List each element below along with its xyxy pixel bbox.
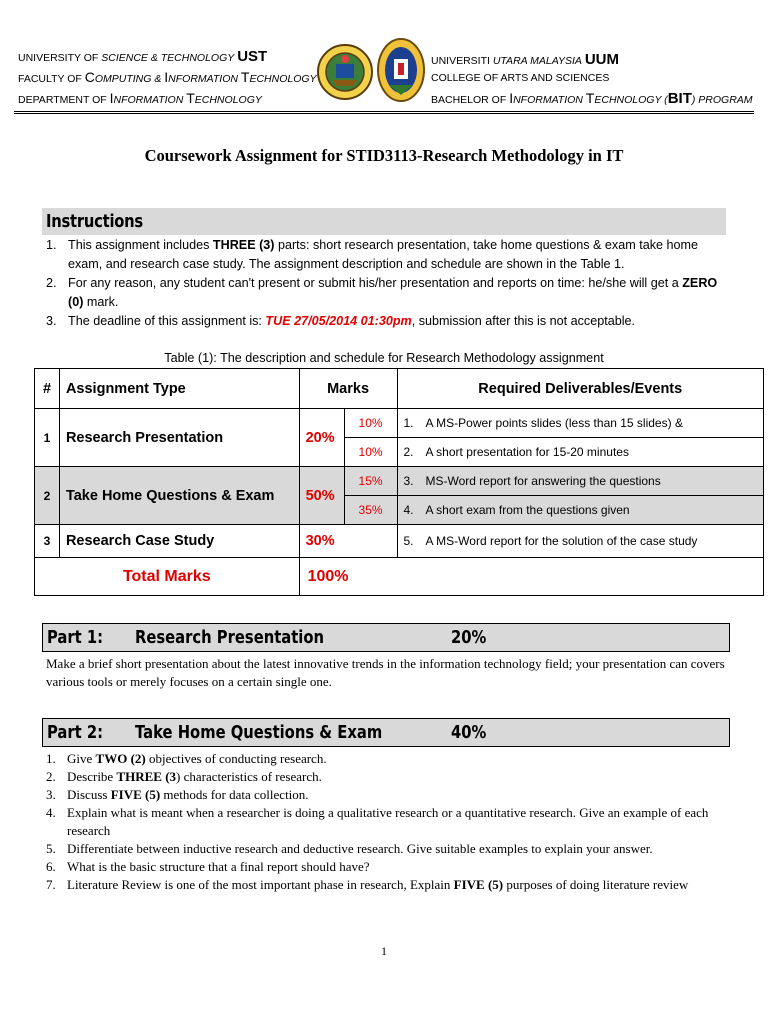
table-subrow: 35% 4. A short exam from the questions given [35, 496, 764, 525]
header-right-line2: COLLEGE OF ARTS AND SCIENCES [431, 72, 610, 84]
ust-logo [317, 40, 373, 104]
part2-heading-bar [42, 718, 730, 747]
header-left-line1: UNIVERSITY OF SCIENCE & TECHNOLOGY UST [18, 48, 268, 65]
part2-percentage: 40% [451, 722, 487, 743]
uum-logo [377, 37, 425, 103]
instructions-heading: Instructions [46, 211, 143, 232]
part1-description: Make a brief short presentation about the latest innovative trends in the information technology field; your presentation can covers various tools or merely focuses on a certain single one. [46, 656, 725, 689]
question-item: 2. Describe THREE (3) characteristics of research. [46, 769, 322, 784]
col-header-num: # [35, 369, 60, 409]
schedule-table [34, 368, 764, 596]
total-marks-value: 100% [299, 558, 763, 596]
instructions-list [0, 236, 718, 331]
header-right [431, 51, 753, 111]
header-right-line3: BACHELOR OF INFORMATION TECHNOLOGY (BIT) PROGRAM [431, 90, 753, 107]
part1-title: Research Presentation [135, 627, 324, 648]
question-item: 6. What is the basic structure that a final report should have? [46, 859, 370, 874]
page-number: 1 [381, 944, 387, 958]
part2-questions [0, 750, 729, 894]
col-header-deliverables: Required Deliverables/Events [397, 369, 764, 409]
table-row: 3 Research Case Study 30% 5. A MS-Word report for the solution of the case study [35, 525, 764, 558]
header-left-line3: DEPARTMENT OF INFORMATION TECHNOLOGY [18, 90, 262, 106]
table-row: 1 Research Presentation 20% 10% 1. A MS-Power points slides (less than 15 slides) & [35, 409, 764, 438]
instruction-item: 2. For any reason, any student can't present or submit his/her presentation and reports on time: he/she will get a ZERO (0) mark. [46, 276, 718, 309]
question-item: 1. Give TWO (2) objectives of conducting research. [46, 751, 327, 766]
question-item: 4. Explain what is meant when a researcher is doing a qualitative research or a quantitative research. Give an example of each research [46, 805, 709, 838]
question-item: 3. Discuss FIVE (5) methods for data collection. [46, 787, 309, 802]
table-subrow: 10% 2. A short presentation for 15-20 minutes [35, 438, 764, 467]
part2-label: Part 2: [47, 722, 104, 743]
total-marks-label: Total Marks [35, 558, 300, 596]
instructions-heading-bar [42, 208, 726, 235]
header-divider [14, 111, 754, 114]
document-title: Coursework Assignment for STID3113-Research Methodology in IT [144, 146, 624, 165]
col-header-type: Assignment Type [59, 369, 299, 409]
part2-title: Take Home Questions & Exam [135, 722, 383, 743]
part1-percentage: 20% [451, 627, 487, 648]
instruction-item: 3. The deadline of this assignment is: TUE 27/05/2014 01:30pm, submission after this is not acceptable. [46, 314, 636, 328]
col-header-marks: Marks [299, 369, 397, 409]
part1-heading-bar [42, 623, 730, 652]
table-row: 2 Take Home Questions & Exam 50% 15% 3. MS-Word report for answering the questions [35, 467, 764, 496]
table-header-row [35, 369, 764, 409]
question-item: 7. Literature Review is one of the most important phase in research, Explain FIVE (5) purposes of doing literature review [46, 877, 689, 892]
part1-label: Part 1: [47, 627, 104, 648]
table-caption: Table (1): The description and schedule for Research Methodology assignment [164, 351, 604, 365]
question-item: 5. Differentiate between inductive research and deductive research. Give suitable examples to explain your answer. [46, 841, 653, 856]
header-left [18, 47, 317, 110]
header-left-line2: FACULTY OF COMPUTING & INFORMATION TECHNOLOGY [18, 69, 317, 85]
instruction-item: 1. This assignment includes THREE (3) parts: short research presentation, take home questions & exam take home exam, and research case study. The assignment description and schedule are shown in the Table 1. [46, 238, 698, 271]
header-right-line1: UNIVERSITI UTARA MALAYSIA UUM [431, 51, 620, 68]
table-total-row [35, 558, 764, 596]
